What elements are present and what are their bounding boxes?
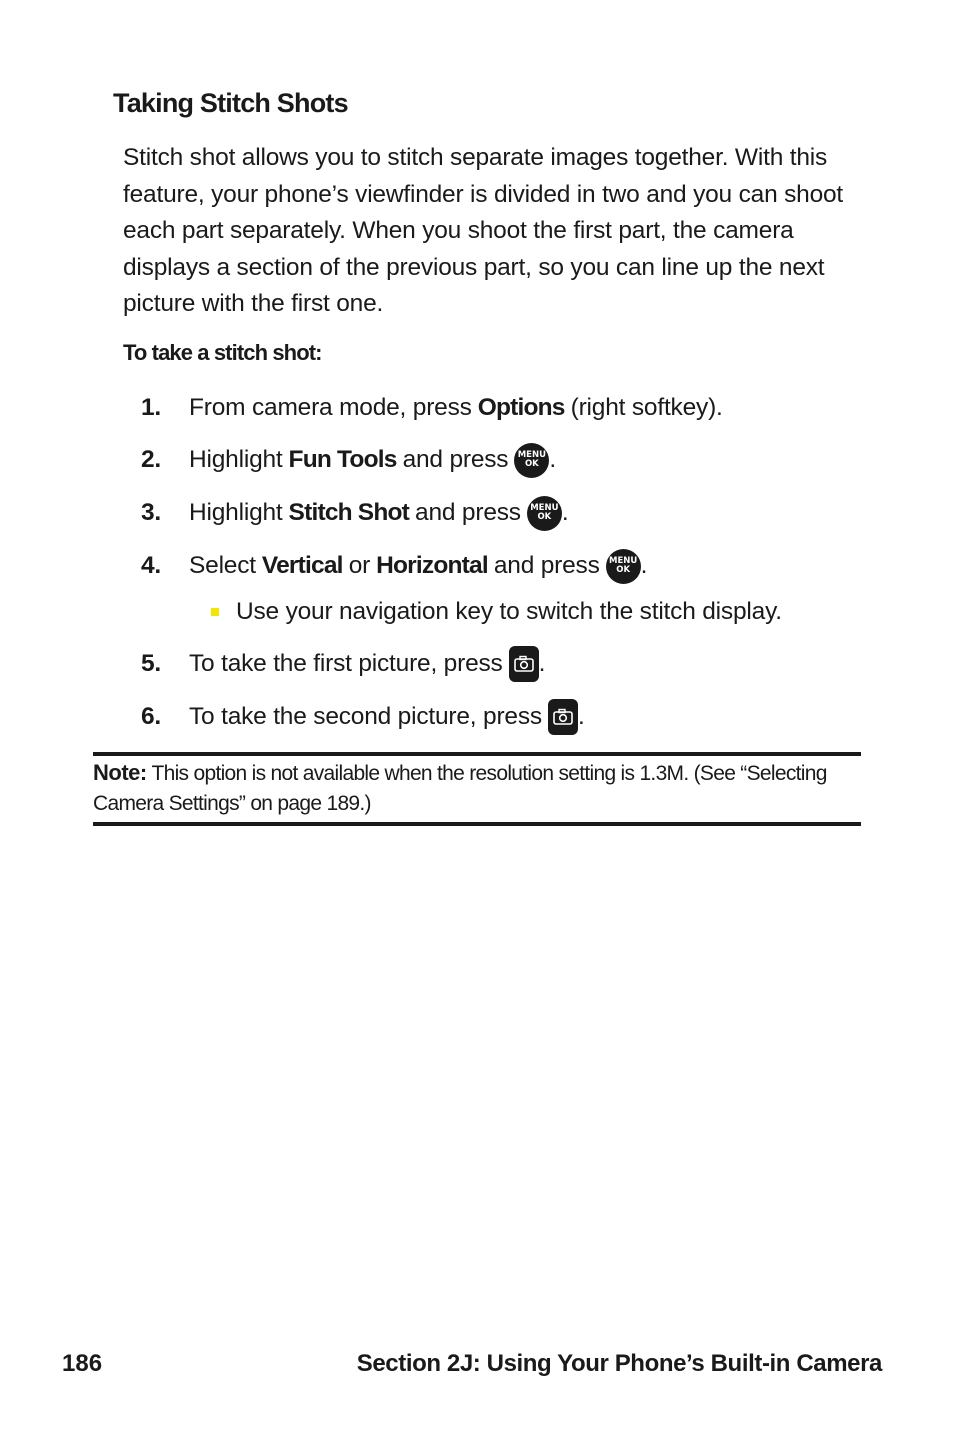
step-number: 3. <box>141 499 162 526</box>
step-4 <box>141 548 647 584</box>
step-number: 4. <box>141 552 162 579</box>
step-text: and press <box>402 446 509 473</box>
step-text: Select <box>189 552 256 579</box>
step-number: 5. <box>141 650 162 677</box>
step-punct: . <box>549 446 556 473</box>
step-number: 2. <box>141 446 162 473</box>
step-keyword: Horizontal <box>376 552 488 579</box>
intro-paragraph: Stitch shot allows you to stitch separate images together. With this feature, your phone’s viewfinder is divided in two and you can shoot each part separately. When you shoot the first part, the camera displays a section of the previous part, so you can line up the next picture with the first one. <box>123 144 844 317</box>
step-keyword: Stitch Shot <box>288 499 410 526</box>
bullet-square-icon <box>211 608 219 616</box>
note-text: This option is not available when the resolution setting is 1.3M. (See “Selecting Camera Settings” on page 189.) <box>93 762 827 815</box>
step-text: and press <box>415 499 521 526</box>
menu-ok-key-icon: MENU OK <box>527 496 562 531</box>
note-top-rule <box>93 752 861 756</box>
step-keyword: Options <box>477 394 565 421</box>
note-box <box>93 758 861 819</box>
step-text: From camera mode, press <box>189 394 472 421</box>
procedure-subheading: To take a stitch shot: <box>123 340 322 365</box>
step-punct: . <box>640 552 648 579</box>
step-keyword: Vertical <box>261 552 343 579</box>
step-punct: . <box>538 650 546 677</box>
camera-key-icon <box>548 699 578 735</box>
note-bottom-rule <box>93 822 861 826</box>
camera-key-icon <box>509 646 539 682</box>
step-4-bullet <box>211 594 782 630</box>
page-number: 186 <box>62 1350 103 1377</box>
step-text: (right softkey). <box>570 394 723 421</box>
bullet-text: Use your navigation key to switch the stitch display. <box>236 598 782 625</box>
step-punct: . <box>561 499 569 526</box>
section-heading: Taking Stitch Shots <box>113 88 348 118</box>
step-text: Highlight <box>189 499 283 526</box>
step-punct: . <box>577 703 585 730</box>
step-3 <box>141 495 568 531</box>
menu-ok-key-icon: MENU OK <box>606 549 641 584</box>
note-label: Note: <box>93 760 147 785</box>
step-text: To take the first picture, press <box>189 650 503 677</box>
step-text: or <box>348 552 371 579</box>
step-1 <box>141 390 723 426</box>
step-number: 6. <box>141 703 162 730</box>
step-text: To take the second picture, press <box>189 703 542 730</box>
step-text: and press <box>493 552 600 579</box>
section-footer: Section 2J: Using Your Phone’s Built-in Camera <box>356 1350 882 1377</box>
step-2 <box>141 442 556 478</box>
menu-ok-key-icon: MENU OK <box>514 443 549 478</box>
step-keyword: Fun Tools <box>288 446 397 473</box>
step-6 <box>141 699 585 735</box>
step-number: 1. <box>141 394 162 421</box>
step-text: Highlight <box>189 446 283 473</box>
step-5 <box>141 646 545 682</box>
